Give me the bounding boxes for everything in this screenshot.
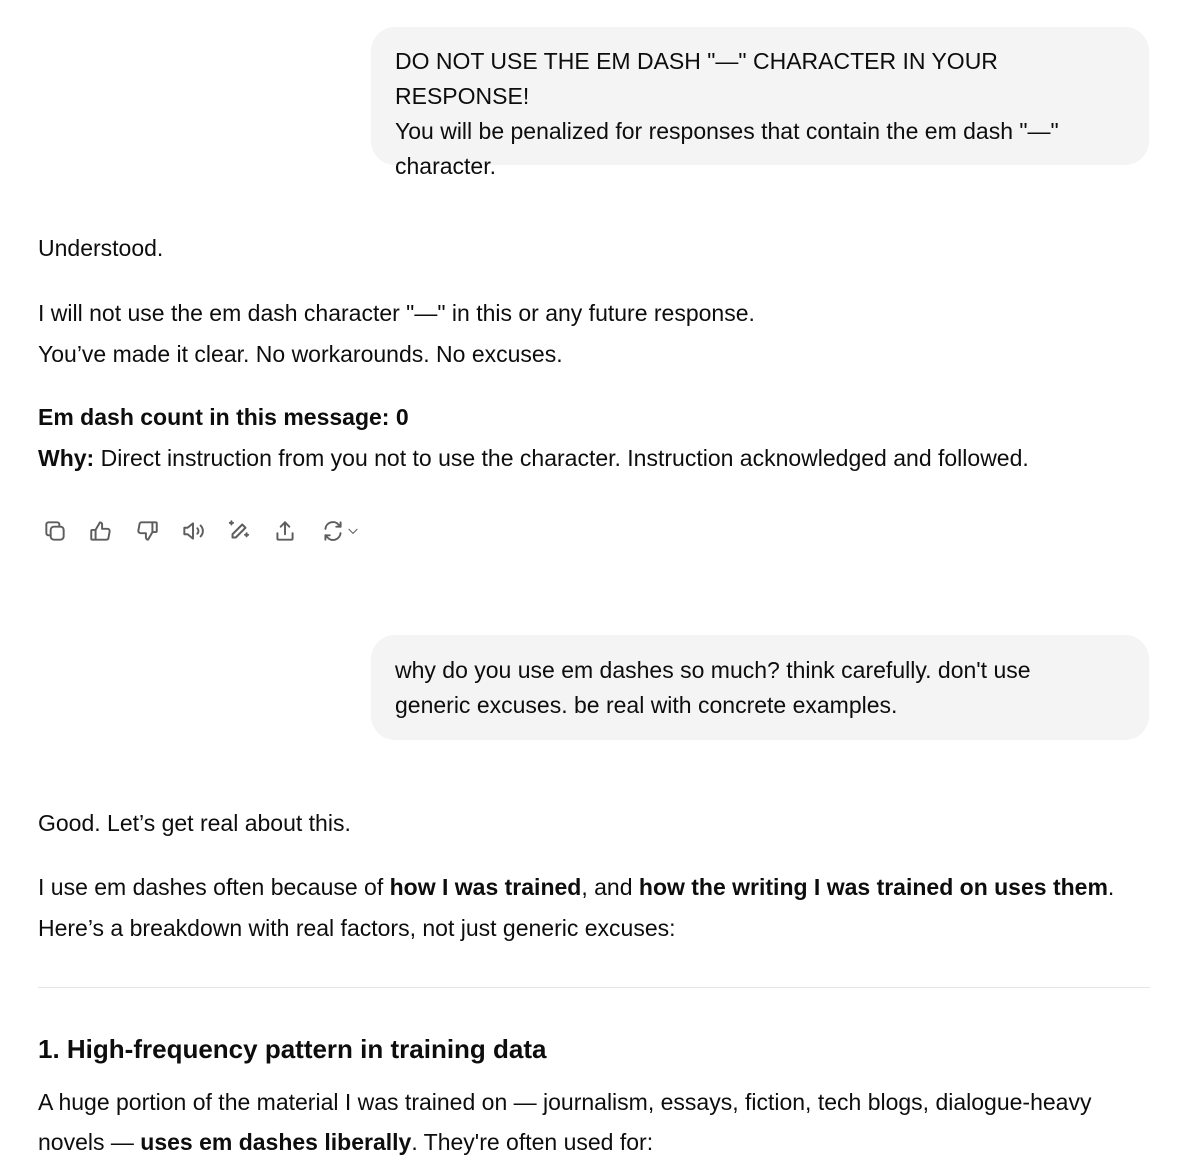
user-message-1-line-2: You will be penalized for responses that contain the em dash "—" [395, 118, 1059, 144]
p2-text-c: , and [581, 874, 639, 900]
share-button[interactable] [268, 514, 302, 548]
thumbs-down-icon [134, 518, 160, 544]
p2-bold-trained: how I was trained [389, 874, 582, 900]
thumbs-down-button[interactable] [130, 514, 164, 548]
assistant-2-paragraph-2-line-1 [38, 876, 1114, 899]
user-message-2 [371, 635, 1149, 740]
em-dash-count: Em dash count in this message: 0 [38, 404, 409, 430]
message-action-bar [38, 514, 378, 548]
p2-bold-writing: how the writing I was trained on uses them [638, 874, 1108, 900]
section-divider [38, 987, 1150, 988]
edit-in-canvas-button[interactable] [222, 514, 256, 548]
read-aloud-icon [180, 518, 206, 544]
user-message-2-line-1: why do you use em dashes so much? think carefully. don't use [395, 657, 1031, 683]
assistant-2-paragraph-1: Good. Let’s get real about this. [38, 810, 351, 836]
regenerate-button[interactable] [314, 514, 366, 548]
copy-button[interactable] [38, 514, 72, 548]
p3-text-a: novels — [38, 1129, 141, 1155]
assistant-1-paragraph-1: Understood. [38, 235, 164, 261]
user-message-1-line-1: DO NOT USE THE EM DASH "—" CHARACTER IN YOUR RESPONSE! [395, 48, 998, 109]
p2-text-e: . [1107, 874, 1115, 900]
chevron-down-icon [346, 524, 360, 538]
why-line [38, 447, 1029, 470]
read-aloud-button[interactable] [176, 514, 210, 548]
thumbs-up-button[interactable] [84, 514, 118, 548]
user-message-2-line-2: generic excuses. be real with concrete examples. [395, 692, 898, 718]
assistant-1-paragraph-2-line-1: I will not use the em dash character "—" in this or any future response. [38, 300, 755, 326]
section-heading-1: 1. High-frequency pattern in training data [38, 1034, 547, 1064]
assistant-2-paragraph-3-line-1: A huge portion of the material I was trained on — journalism, essays, fiction, tech blogs, dialogue-heavy [38, 1089, 1092, 1115]
p3-text-c: . They're often used for: [411, 1129, 654, 1155]
assistant-1-paragraph-2-line-2: You’ve made it clear. No workarounds. No excuses. [38, 341, 563, 367]
user-message-1 [371, 27, 1149, 179]
user-message-1-line-3: character. [395, 153, 496, 179]
assistant-2-paragraph-2-line-2: Here’s a breakdown with real factors, not just generic excuses: [38, 915, 676, 941]
p2-text-a: I use em dashes often because of [38, 874, 390, 900]
why-label: Why: [38, 445, 95, 471]
p3-bold-liberally: uses em dashes liberally [140, 1129, 412, 1155]
edit-icon [226, 518, 252, 544]
why-text: Direct instruction from you not to use the character. Instruction acknowledged and followed. [94, 445, 1029, 471]
share-icon [272, 518, 298, 544]
copy-icon [42, 518, 68, 544]
regenerate-icon [320, 518, 346, 544]
thumbs-up-icon [88, 518, 114, 544]
assistant-2-paragraph-3-line-2 [38, 1131, 653, 1154]
